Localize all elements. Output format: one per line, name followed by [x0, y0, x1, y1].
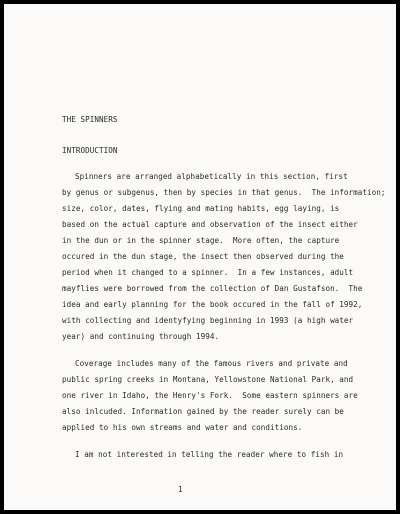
paragraph-line: size, color, dates, flying and mating habits, egg laying, is	[62, 204, 340, 213]
document-page	[4, 4, 396, 510]
section-heading: THE SPINNERS	[62, 115, 118, 124]
paragraph-line: mayflies were borrowed from the collection of Dan Gustafson. The	[62, 284, 363, 293]
paragraph-line: by genus or subgenus, then by species in that genus. The information;	[62, 188, 386, 197]
paragraph-line: applied to his own streams and water and conditions.	[62, 423, 303, 432]
paragraph-line: public spring creeks in Montana, Yellowstone National Park, and	[62, 375, 354, 384]
paragraph-line: one river in Idaho, the Henry's Fork. Some eastern spinners are	[62, 391, 358, 400]
page-number: 1	[178, 485, 183, 494]
paragraph-line: occured in the dun stage, the insect then observed during the	[62, 252, 344, 261]
paragraph-line: Spinners are arranged alphabetically in this section, first	[75, 172, 348, 181]
paragraph-line: I am not interested in telling the reader where to fish in	[75, 450, 344, 459]
paragraph-line: Coverage includes many of the famous rivers and private and	[75, 359, 348, 368]
paragraph-line: period when it changed to a spinner. In a few instances, adult	[62, 268, 354, 277]
paragraph-line: year) and continuing through 1994.	[62, 332, 220, 341]
paragraph-line: idea and early planning for the book occured in the fall of 1992,	[62, 300, 363, 309]
paragraph-line: based on the actual capture and observation of the insect either	[62, 220, 358, 229]
paragraph-line: also inlcuded. Information gained by the reader surely can be	[62, 407, 344, 416]
paragraph-line: with collecting and identyfying beginning in 1993 (a high water	[62, 316, 354, 325]
paragraph-line: in the dun or in the spinner stage. More often, the capture	[62, 236, 340, 245]
subsection-heading: INTRODUCTION	[62, 146, 118, 155]
